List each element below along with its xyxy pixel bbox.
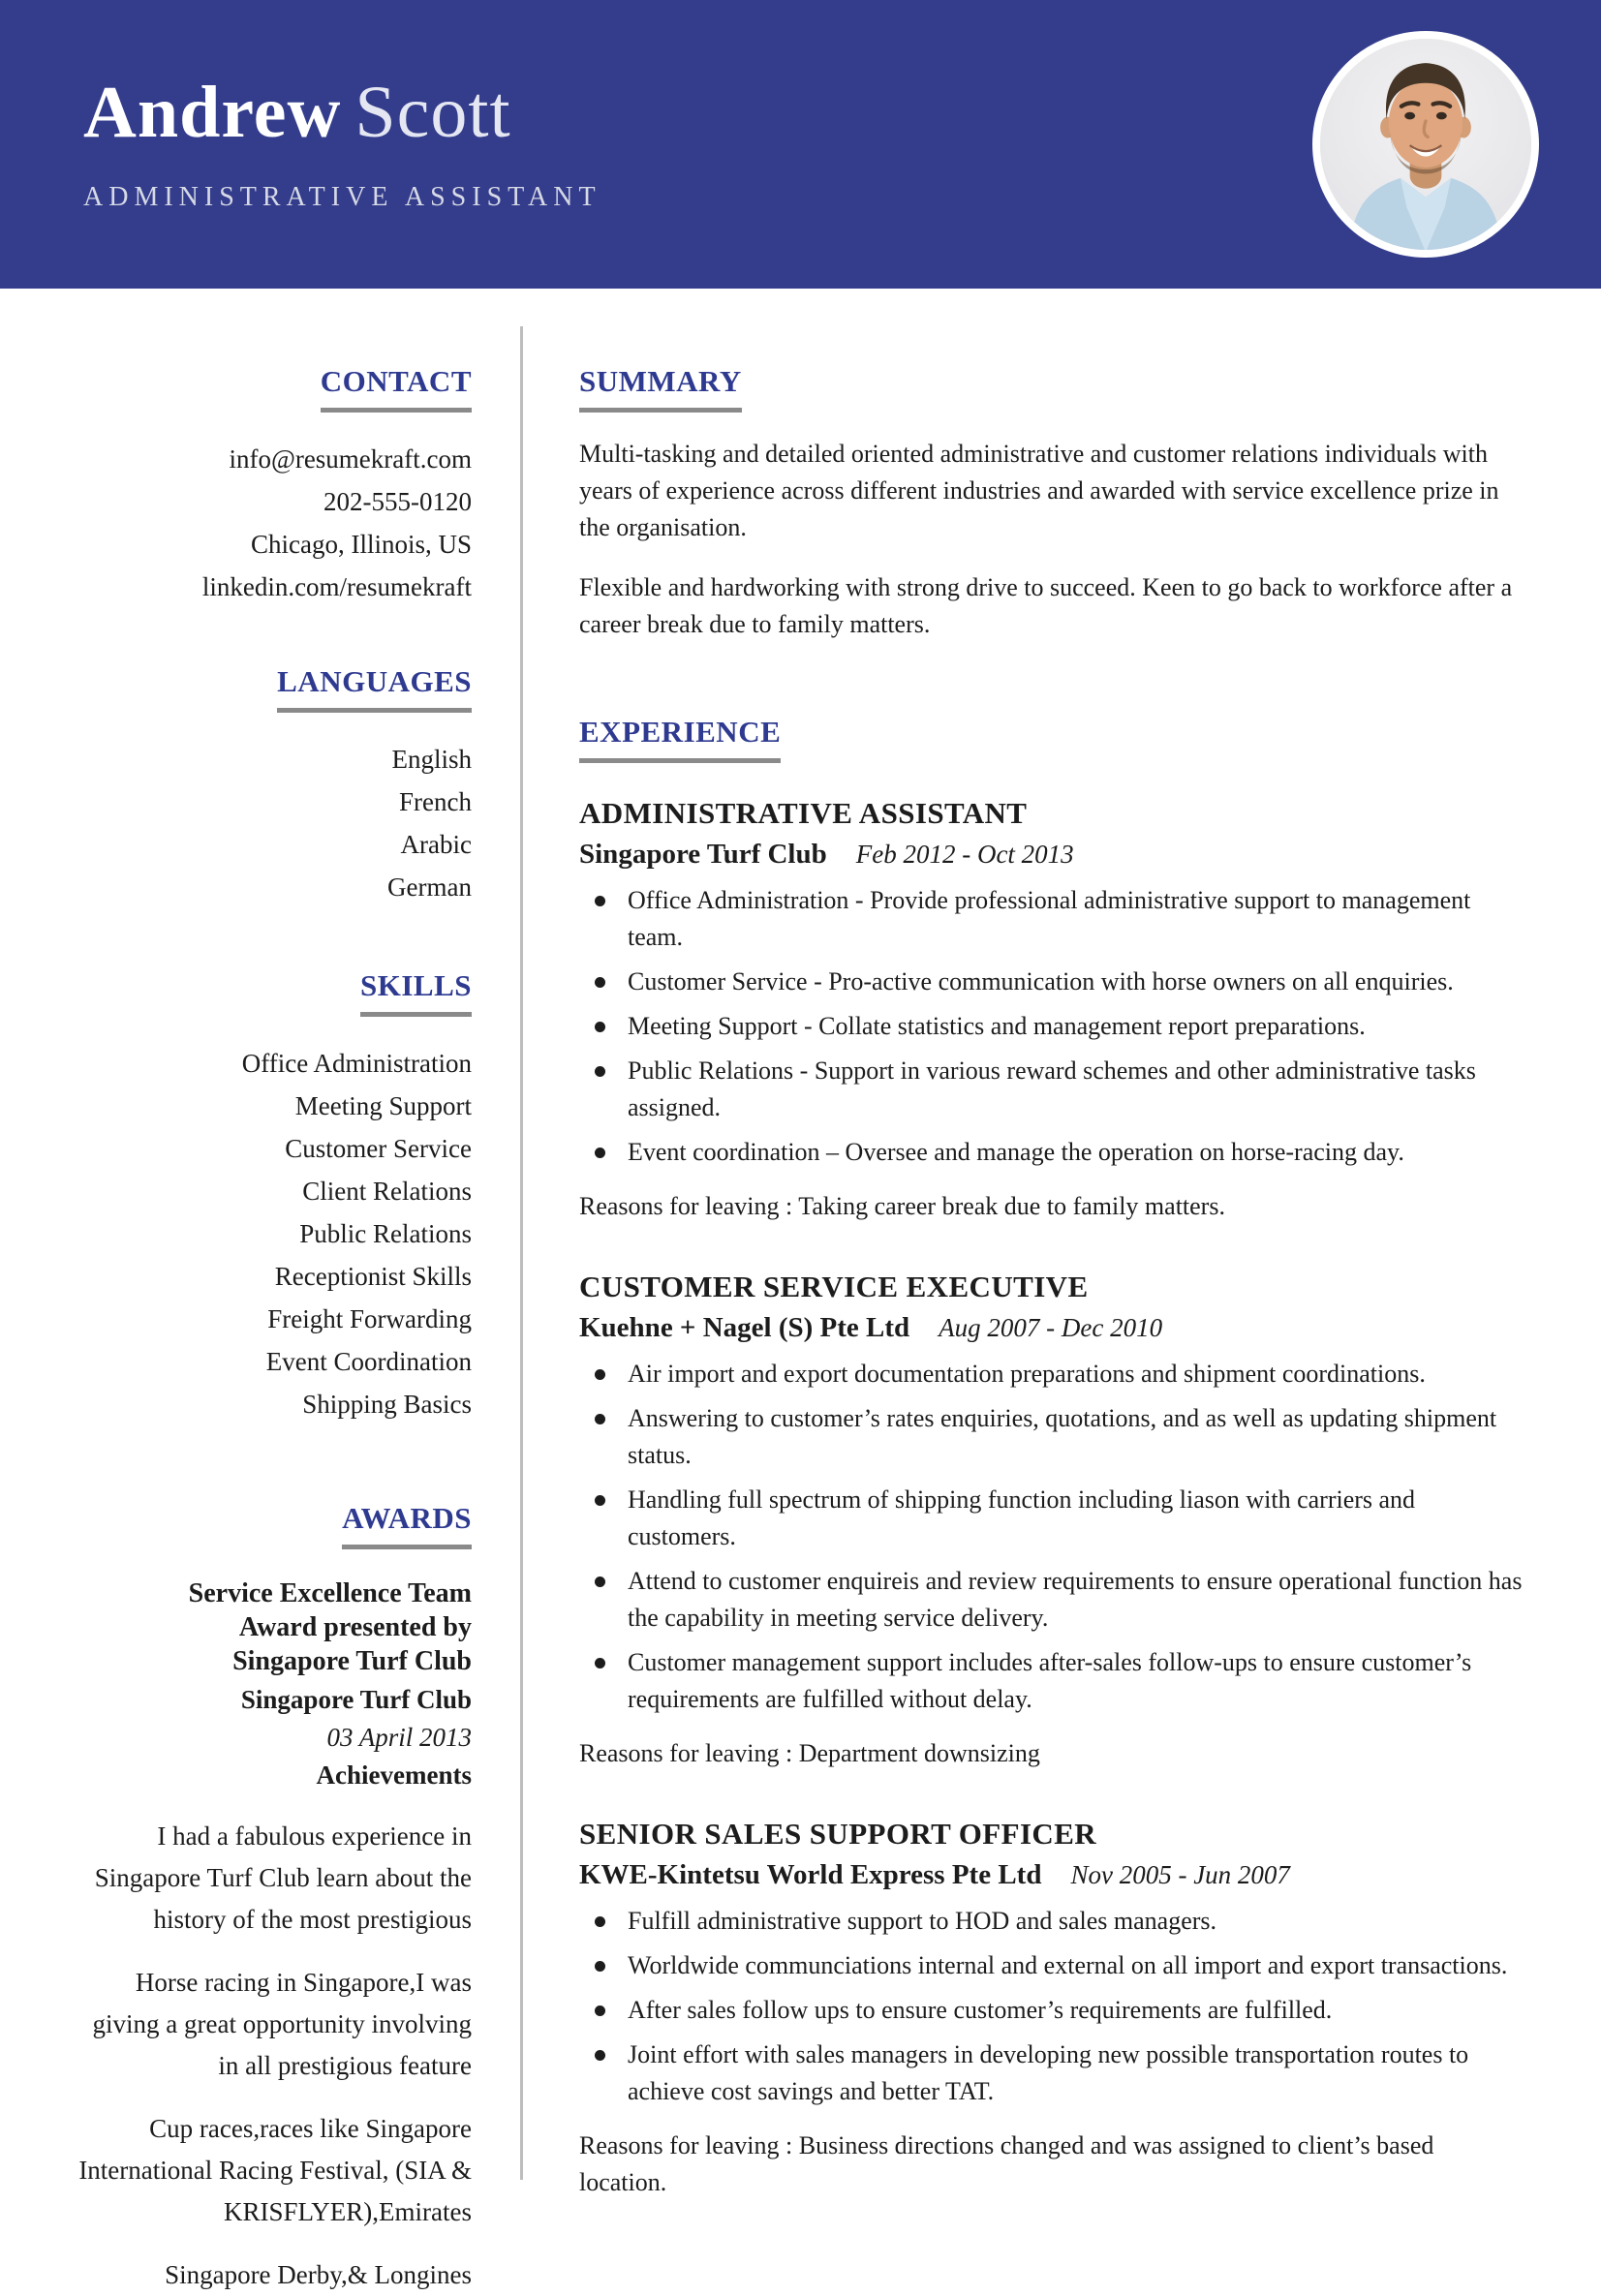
job-bullet: Customer Service - Pro-active communication with horse owners on all enquiries. (579, 964, 1524, 1000)
job-bullet: Office Administration - Provide professional administrative support to management team. (579, 882, 1524, 956)
contact-list (77, 438, 472, 608)
award-paragraph: Singapore Derby,& Longines (165, 2260, 472, 2289)
experience-heading: EXPERIENCE (579, 715, 781, 763)
skill-item: Shipping Basics (302, 1390, 472, 1419)
job-title: CUSTOMER SERVICE EXECUTIVE (579, 1270, 1089, 1303)
job-entry (579, 1817, 1524, 2201)
job-bullet: Customer management support includes after-sales follow-ups to ensure customer’s requirements are fulfilled without delay. (579, 1644, 1524, 1718)
job-dates: Feb 2012 - Oct 2013 (855, 840, 1074, 869)
awards-section (77, 1501, 472, 2296)
job-dates: Aug 2007 - Dec 2010 (939, 1313, 1163, 1342)
award-paragraph: Cup races,races like Singapore International Racing Festival, (SIA & KRISFLYER),Emirates (78, 2114, 472, 2226)
summary-heading: SUMMARY (579, 364, 742, 413)
award-description (77, 1816, 472, 2296)
summary-paragraph: Flexible and hardworking with strong drive to succeed. Keen to go back to workforce after a career break due to family matters. (579, 573, 1513, 638)
last-name: Scott (354, 72, 511, 153)
job-bullet: Public Relations - Support in various reward schemes and other administrative tasks assigned. (579, 1053, 1524, 1126)
award-paragraph: I had a fabulous experience in Singapore Turf Club learn about the history of the most prestigious (94, 1821, 472, 1934)
language-item: English (391, 745, 472, 774)
job-title-subtitle: ADMINISTRATIVE ASSISTANT (83, 182, 601, 212)
job-bullets (579, 1356, 1524, 1718)
languages-heading: LANGUAGES (277, 664, 472, 713)
contact-item: 202-555-0120 (323, 487, 472, 516)
awards-heading: AWARDS (342, 1501, 472, 1549)
skill-item: Public Relations (299, 1219, 472, 1248)
job-bullet: After sales follow ups to ensure customer’s requirements are fulfilled. (579, 1992, 1524, 2029)
reason-for-leaving: Reasons for leaving : Taking career break due to family matters. (579, 1192, 1225, 1220)
job-entry (579, 796, 1524, 1225)
job-bullet: Fulfill administrative support to HOD and sales managers. (579, 1903, 1524, 1940)
reason-for-leaving: Reasons for leaving : Business directions changed and was assigned to client’s based location. (579, 2131, 1434, 2196)
award-issuer: Singapore Turf Club (240, 1685, 472, 1714)
skill-item: Client Relations (302, 1177, 472, 1206)
main-column (523, 289, 1601, 2265)
job-bullet: Meeting Support - Collate statistics and management report preparations. (579, 1008, 1524, 1045)
languages-list (77, 738, 472, 908)
language-item: German (387, 872, 472, 902)
job-bullet: Attend to customer enquireis and review requirements to ensure operational function has the capability in meeting service delivery. (579, 1563, 1524, 1637)
name-block (83, 72, 601, 213)
languages-section (77, 664, 472, 908)
award-achievements-label: Achievements (316, 1760, 472, 1790)
skills-section (77, 968, 472, 1425)
job-bullet: Air import and export documentation preparations and shipment coordinations. (579, 1356, 1524, 1393)
contact-item: info@resumekraft.com (229, 444, 472, 474)
award-title: Service Excellence Team Award presented by Singapore Turf Club (188, 1578, 472, 1676)
job-meta (579, 1312, 1524, 1344)
contact-item: linkedin.com/resumekraft (201, 572, 472, 601)
sidebar (0, 289, 520, 2289)
skill-item: Customer Service (285, 1134, 472, 1163)
job-title: SENIOR SALES SUPPORT OFFICER (579, 1817, 1097, 1851)
person-name (83, 72, 601, 153)
experience-section (579, 715, 1524, 2201)
summary-section (579, 364, 1524, 643)
job-company: Singapore Turf Club (579, 839, 827, 870)
job-bullets (579, 1903, 1524, 2110)
contact-item: Chicago, Illinois, US (251, 530, 472, 559)
job-meta (579, 1859, 1524, 1891)
header-banner (0, 0, 1601, 289)
summary-paragraphs (579, 436, 1524, 643)
skill-item: Receptionist Skills (274, 1262, 472, 1291)
job-bullets (579, 882, 1524, 1171)
language-item: Arabic (400, 830, 472, 859)
first-name: Andrew (83, 72, 342, 153)
job-dates: Nov 2005 - Jun 2007 (1070, 1860, 1290, 1889)
job-company: KWE-Kintetsu World Express Pte Ltd (579, 1859, 1042, 1890)
job-bullet: Worldwide communciations internal and external on all import and export transactions. (579, 1947, 1524, 1984)
job-bullet: Event coordination – Oversee and manage the operation on horse-racing day. (579, 1134, 1524, 1171)
job-company: Kuehne + Nagel (S) Pte Ltd (579, 1312, 910, 1343)
job-entry (579, 1270, 1524, 1772)
skill-item: Meeting Support (294, 1091, 472, 1120)
profile-photo-illustration (1320, 39, 1531, 250)
contact-heading: CONTACT (321, 364, 472, 413)
reason-for-leaving: Reasons for leaving : Department downsizing (579, 1739, 1040, 1767)
skill-item: Office Administration (241, 1049, 472, 1078)
skills-list (77, 1042, 472, 1425)
job-bullet: Handling full spectrum of shipping function including liason with carriers and customers. (579, 1482, 1524, 1555)
language-item: French (399, 787, 472, 816)
job-title: ADMINISTRATIVE ASSISTANT (579, 796, 1028, 830)
award-date: 03 April 2013 (326, 1723, 472, 1752)
award-paragraph: Horse racing in Singapore,I was giving a great opportunity involving in all prestigious feature (92, 1968, 472, 2080)
summary-paragraph: Multi-tasking and detailed oriented administrative and customer relations individuals with years of experience across different industries and awarded with service excellence prize in the organisation. (579, 440, 1499, 541)
job-bullet: Answering to customer’s rates enquiries, quotations, and as well as updating shipment status. (579, 1400, 1524, 1474)
content-columns (0, 289, 1601, 2289)
job-bullet: Joint effort with sales managers in developing new possible transportation routes to achieve cost savings and better TAT. (579, 2036, 1524, 2110)
skills-heading: SKILLS (360, 968, 472, 1017)
profile-photo (1312, 31, 1539, 258)
skill-item: Freight Forwarding (267, 1304, 472, 1333)
job-meta (579, 839, 1524, 871)
contact-section (77, 364, 472, 608)
skill-item: Event Coordination (265, 1347, 472, 1376)
